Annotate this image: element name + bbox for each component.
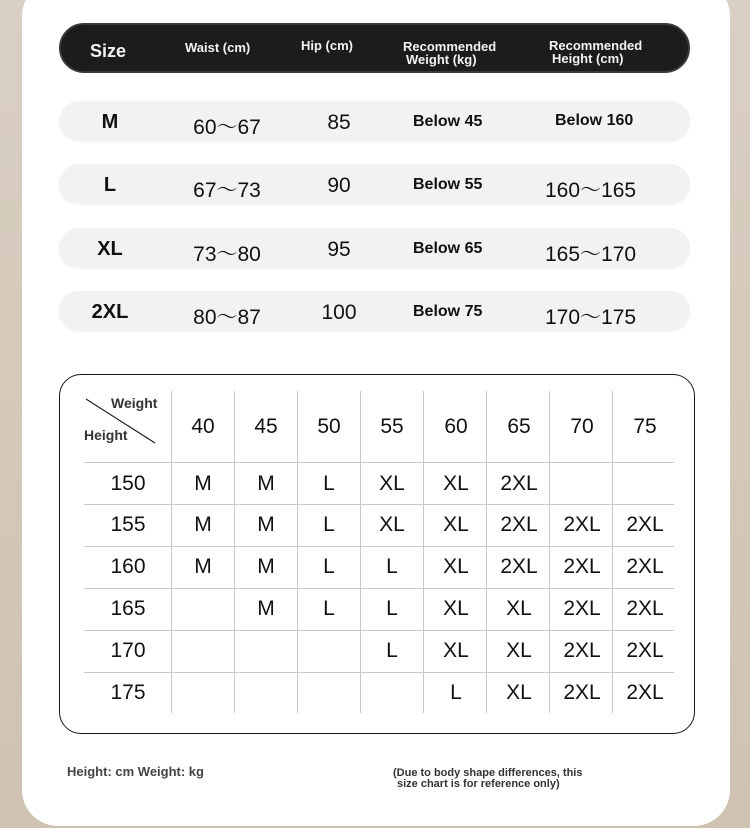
units-note: Height: cm Weight: kg: [67, 764, 204, 779]
header-waist: Waist (cm): [185, 40, 251, 55]
row-size: L: [103, 174, 117, 196]
row-height: 160～165: [545, 179, 637, 202]
grid-size-cell: XL: [443, 597, 469, 620]
grid-height-label: 175: [110, 681, 146, 704]
row-height: Below 160: [555, 112, 634, 129]
grid-column-divider: [423, 391, 424, 713]
row-weight: Below 75: [413, 303, 483, 320]
grid-column-divider: [171, 391, 172, 713]
grid-size-cell: 2XL: [500, 513, 538, 536]
grid-size-cell: M: [257, 472, 275, 495]
grid-weight-header: 50: [317, 415, 341, 438]
grid-size-cell: 2XL: [626, 513, 664, 536]
grid-size-cell: XL: [443, 472, 469, 495]
size-table-header: [59, 23, 690, 73]
grid-size-cell: 2XL: [563, 639, 601, 662]
grid-size-cell: XL: [506, 681, 532, 704]
grid-size-cell: M: [194, 472, 212, 495]
row-hip: 95: [327, 238, 351, 261]
grid-weight-header: 75: [633, 415, 657, 438]
row-weight: Below 45: [413, 113, 483, 130]
grid-size-cell: M: [257, 513, 275, 536]
row-height: 170～175: [545, 306, 637, 329]
grid-size-cell: 2XL: [563, 681, 601, 704]
reference-note-line2: size chart is for reference only): [397, 778, 560, 790]
header-height-line2: Height (cm): [552, 51, 624, 66]
row-hip: 85: [327, 111, 351, 134]
grid-height-label: 155: [110, 513, 146, 536]
header-height-line1: Recommended: [549, 38, 643, 53]
reference-note-line1: (Due to body shape differences, this: [393, 767, 583, 779]
grid-size-cell: L: [323, 597, 335, 620]
grid-column-divider: [612, 391, 613, 713]
grid-row-divider: [84, 546, 674, 547]
header-recommended-height: [549, 39, 642, 65]
grid-size-cell: M: [194, 555, 212, 578]
grid-column-divider: [549, 391, 550, 713]
grid-size-cell: 2XL: [626, 681, 664, 704]
size-row: [59, 164, 690, 204]
grid-size-cell: XL: [443, 639, 469, 662]
grid-weight-header: 60: [444, 415, 468, 438]
reference-note: [393, 768, 582, 790]
grid-size-cell: 2XL: [563, 513, 601, 536]
grid-size-cell: XL: [443, 555, 469, 578]
row-hip: 100: [321, 301, 357, 324]
grid-weight-header: 55: [380, 415, 404, 438]
grid-size-cell: L: [323, 513, 335, 536]
grid-row-divider: [84, 462, 674, 463]
grid-column-divider: [234, 391, 235, 713]
grid-size-cell: L: [386, 639, 398, 662]
grid-weight-header: 70: [570, 415, 594, 438]
grid-size-cell: XL: [379, 472, 405, 495]
grid-row-divider: [84, 588, 674, 589]
size-row: [59, 291, 690, 331]
grid-column-divider: [297, 391, 298, 713]
grid-size-cell: L: [386, 555, 398, 578]
grid-size-cell: 2XL: [563, 597, 601, 620]
grid-size-cell: 2XL: [500, 555, 538, 578]
header-weight-line2: Weight (kg): [406, 52, 477, 67]
row-size: M: [101, 111, 119, 133]
grid-size-cell: L: [450, 681, 462, 704]
grid-size-cell: 2XL: [626, 639, 664, 662]
size-row: [59, 228, 690, 268]
grid-weight-header: 45: [254, 415, 278, 438]
grid-size-cell: L: [386, 597, 398, 620]
grid-height-label: 170: [110, 639, 146, 662]
grid-row-divider: [84, 630, 674, 631]
size-row: [59, 101, 690, 141]
grid-size-cell: L: [323, 472, 335, 495]
grid-size-cell: XL: [506, 639, 532, 662]
row-waist: 67～73: [193, 179, 261, 202]
grid-size-cell: XL: [506, 597, 532, 620]
header-hip: Hip (cm): [301, 38, 353, 53]
grid-size-cell: 2XL: [626, 597, 664, 620]
header-size: Size: [90, 41, 127, 61]
row-size: 2XL: [91, 301, 129, 323]
corner-height-label: Height: [84, 427, 128, 443]
grid-row-divider: [84, 504, 674, 505]
row-waist: 73～80: [193, 243, 261, 266]
grid-height-label: 165: [110, 597, 146, 620]
grid-size-cell: 2XL: [626, 555, 664, 578]
corner-weight-label: Weight: [111, 395, 158, 411]
height-weight-grid: [59, 374, 695, 734]
row-hip: 90: [327, 174, 351, 197]
grid-size-cell: 2XL: [563, 555, 601, 578]
row-weight: Below 65: [413, 240, 483, 257]
grid-weight-header: 40: [191, 415, 215, 438]
grid-size-cell: 2XL: [500, 472, 538, 495]
grid-weight-header: 65: [507, 415, 531, 438]
grid-size-cell: M: [257, 555, 275, 578]
grid-column-divider: [360, 391, 361, 713]
grid-corner: [84, 391, 170, 463]
grid-size-cell: XL: [379, 513, 405, 536]
grid-row-divider: [84, 672, 674, 673]
row-height: 165～170: [545, 243, 637, 266]
grid-height-label: 150: [110, 472, 146, 495]
header-recommended-weight: [403, 40, 496, 66]
row-waist: 80～87: [193, 306, 261, 329]
grid-height-label: 160: [110, 555, 146, 578]
row-size: XL: [97, 238, 123, 260]
row-waist: 60～67: [193, 116, 261, 139]
grid-column-divider: [486, 391, 487, 713]
grid-size-cell: M: [194, 513, 212, 536]
row-weight: Below 55: [413, 176, 483, 193]
grid-size-cell: L: [323, 555, 335, 578]
header-weight-line1: Recommended: [403, 39, 497, 54]
grid-size-cell: M: [257, 597, 275, 620]
grid-size-cell: XL: [443, 513, 469, 536]
